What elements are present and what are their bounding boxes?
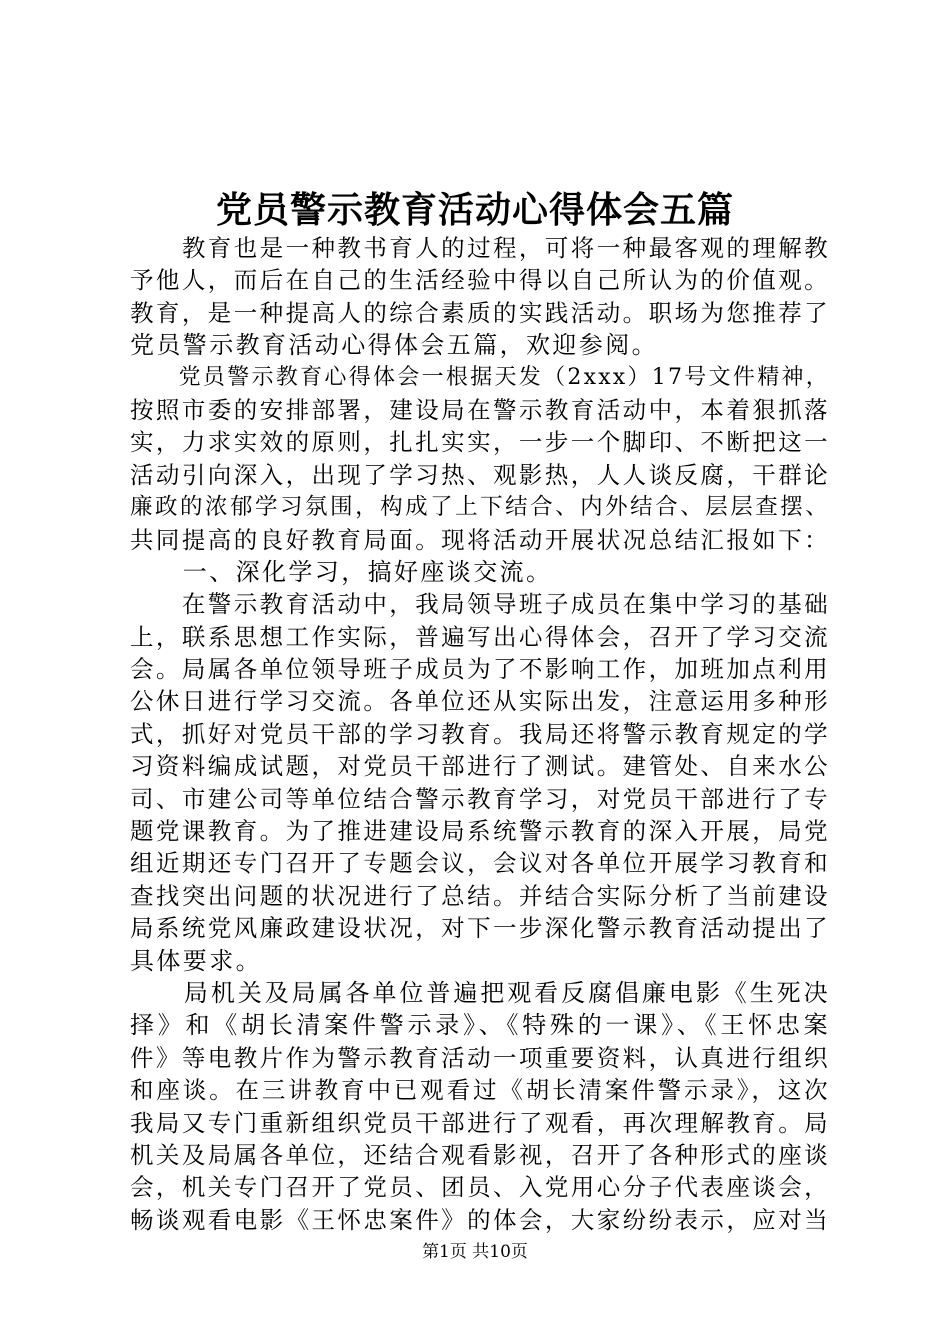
body-line: 公休日进行学习交流。各单位还从实际出发，注意运用多种形 (130, 687, 830, 716)
body-line: 上，联系思想工作实际，普遍写出心得体会，召开了学习交流 (130, 622, 830, 651)
body-line: 教育，是一种提高人的综合素质的实践活动。职场为您推荐了 (130, 298, 830, 327)
body-line: 和座谈。在三讲教育中已观看过《胡长清案件警示录》，这次 (130, 1076, 830, 1105)
body-line: 党员警示教育活动心得体会五篇，欢迎参阅。 (130, 331, 658, 360)
body-line: 按照市委的安排部署，建设局在警示教育活动中，本着狠抓落 (130, 395, 830, 424)
body-line: 党员警示教育心得体会一根据天发（2xxx）17号文件精神， (130, 364, 830, 390)
body-line: 共同提高的良好教育局面。现将活动开展状况总结汇报如下： (130, 525, 830, 554)
body-line: 局机关及局属各单位普遍把观看反腐倡廉电影《生死决 (130, 978, 830, 1007)
body-line: 我局又专门重新组织党员干部进行了观看，再次理解教育。局 (130, 1108, 830, 1137)
body-line: 廉政的浓郁学习氛围，构成了上下结合、内外结合、层层查摆、 (130, 494, 830, 521)
body-line: 一、深化学习，搞好座谈交流。 (130, 557, 553, 586)
body-line: 司、市建公司等单位结合警示教育学习，对党员干部进行了专 (130, 784, 830, 813)
body-line: 题党课教育。为了推进建设局系统警示教育的深入开展，局党 (130, 817, 830, 846)
body-line: 活动引向深入，出现了学习热、观影热，人人谈反腐，干群论 (130, 460, 830, 489)
body-line: 在警示教育活动中，我局领导班子成员在集中学习的基础 (130, 590, 830, 619)
body-line: 畅谈观看电影《王怀忠案件》的体会，大家纷纷表示，应对当 (130, 1205, 830, 1234)
body-line: 组近期还专门召开了专题会议，会议对各单位开展学习教育和 (130, 849, 830, 878)
body-line: 择》和《胡长清案件警示录》、《特殊的一课》、《王怀忠案 (130, 1011, 830, 1040)
body-line: 习资料编成试题，对党员干部进行了测试。建管处、自来水公 (130, 752, 830, 781)
document-body (130, 232, 830, 1236)
body-line: 式，抓好对党员干部的学习教育。我局还将警示教育规定的学 (130, 719, 830, 748)
page-footer: 第1页 共10页 (422, 1242, 528, 1262)
body-line: 实，力求实效的原则，扎扎实实，一步一个脚印、不断把这一 (130, 428, 830, 457)
body-line: 会，机关专门召开了党员、团员、入党用心分子代表座谈会， (130, 1173, 830, 1202)
body-line: 件》等电教片作为警示教育活动一项重要资料，认真进行组织 (130, 1043, 830, 1072)
body-line: 查找突出问题的状况进行了总结。并结合实际分析了当前建设 (130, 881, 830, 910)
body-line: 会。局属各单位领导班子成员为了不影响工作，加班加点利用 (130, 655, 830, 684)
document-title: 党员警示教育活动心得体会五篇 (215, 189, 734, 231)
body-line: 机关及局属各单位，还结合观看影视，召开了各种形式的座谈 (130, 1140, 830, 1169)
body-line: 予他人，而后在自己的生活经验中得以自己所认为的价值观。 (130, 266, 830, 295)
body-line: 局系统党风廉政建设状况，对下一步深化警示教育活动提出了 (130, 914, 830, 943)
body-line: 具体要求。 (130, 946, 262, 975)
body-line: 教育也是一种教书育人的过程，可将一种最客观的理解教 (130, 234, 830, 262)
